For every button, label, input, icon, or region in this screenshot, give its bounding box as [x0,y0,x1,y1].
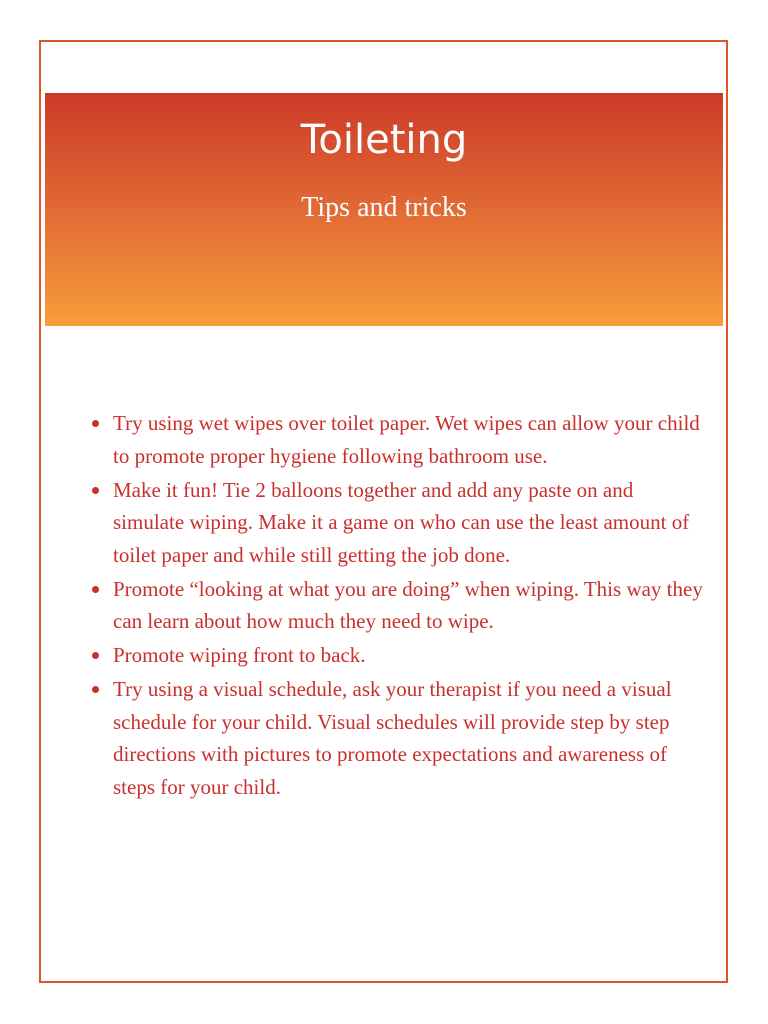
bullet-icon [92,586,99,593]
tip-item [73,474,705,572]
tip-item [73,407,705,472]
bullet-icon [92,686,99,693]
page-subtitle: Tips and tricks [301,192,467,223]
tips-list [73,407,705,805]
bullet-icon [92,420,99,427]
bullet-icon [92,487,99,494]
tip-text: Try using a visual schedule, ask your therapist if you need a visual schedule for your child. Visual schedules will provide step by step directions with pictures to promote expectations and awareness of steps for your child. [113,677,672,799]
header-banner [45,93,723,326]
tip-item [73,673,705,803]
tip-item [73,573,705,638]
tip-item [73,639,705,672]
tip-text: Make it fun! Tie 2 balloons together and add any paste on and simulate wiping. Make it a game on who can use the least amount of toilet paper and while still getting the job done. [113,477,690,567]
page-title: Toileting [300,117,468,163]
tip-text: Promote “looking at what you are doing” when wiping. This way they can learn about how much they need to wipe. [113,576,703,633]
bullet-icon [92,652,99,659]
tip-text: Promote wiping front to back. [113,643,366,667]
tip-text: Try using wet wipes over toilet paper. Wet wipes can allow your child to promote proper hygiene following bathroom use. [113,411,700,468]
